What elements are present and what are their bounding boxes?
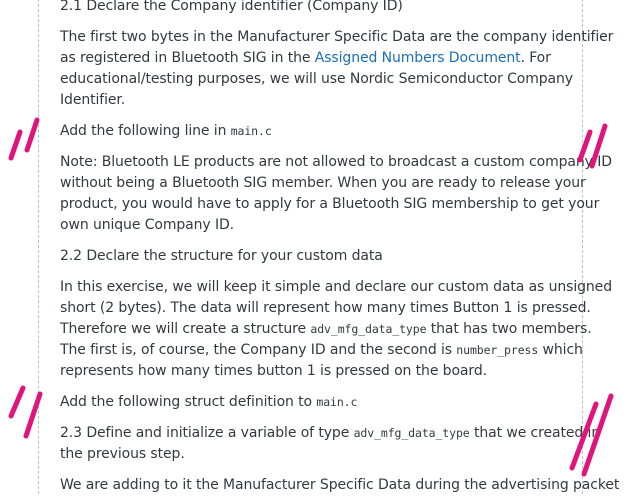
heading-2-1: 2.1 Declare the Company identifier (Company ID) bbox=[60, 0, 403, 14]
paragraph-line: represents how many times button 1 is pressed on the board. bbox=[60, 363, 487, 379]
heading-2-2: 2.2 Declare the structure for your custom data bbox=[60, 248, 383, 264]
paragraph-line: short (2 bytes). The data will represent how many times Button 1 is pressed. bbox=[60, 300, 591, 316]
paragraph-line: The first two bytes in the Manufacturer Specific Data are the company identifier bbox=[60, 29, 614, 45]
left-mark-bottom-1 bbox=[11, 388, 23, 416]
paragraph-line: Identifier. bbox=[60, 92, 126, 108]
paragraph-line: educational/testing purposes, we will use Nordic Semiconductor Company bbox=[60, 71, 573, 87]
inline-code: adv_mfg_data_type bbox=[310, 322, 427, 336]
right-mark-top-1 bbox=[580, 132, 590, 160]
left-mark-bottom-2 bbox=[26, 394, 40, 436]
paragraph-text: which bbox=[538, 342, 583, 358]
cut-off-line: We are adding to it the Manufacturer Specific Data during the advertising packet bbox=[60, 477, 620, 493]
paragraph-text: as registered in Bluetooth SIG in the bbox=[60, 50, 315, 66]
note-line: Note: Bluetooth LE products are not allowed to broadcast a custom company ID bbox=[60, 154, 612, 170]
left-mark-top-1 bbox=[11, 132, 20, 158]
note-line: own unique Company ID. bbox=[60, 217, 235, 233]
paragraph-text: Therefore we will create a structure bbox=[60, 321, 311, 337]
right-mark-bottom-1 bbox=[572, 404, 596, 468]
instruction-text: Add the following line in bbox=[60, 123, 231, 139]
right-mark-bottom-2 bbox=[584, 396, 611, 474]
note-line: product, you would have to apply for a Bluetooth SIG membership to get your bbox=[60, 196, 600, 212]
inline-code: number_press bbox=[456, 343, 539, 357]
heading-text: that we created in bbox=[469, 425, 601, 441]
instruction-text: Add the following struct definition to bbox=[60, 394, 317, 410]
paragraph-text: The first is, of course, the Company ID and the second is bbox=[60, 342, 457, 358]
heading-text: 2.3 Define and initialize a variable of type bbox=[60, 425, 354, 441]
paragraph-text: . For bbox=[520, 50, 551, 66]
note-line: without being a Bluetooth SIG member. When you are ready to release your bbox=[60, 175, 586, 191]
assigned-numbers-link[interactable]: Assigned Numbers Document bbox=[314, 50, 521, 66]
left-mark-top-2 bbox=[27, 120, 37, 150]
heading-2-3-continued: the previous step. bbox=[60, 446, 185, 462]
paragraph-line: In this exercise, we will keep it simple and declare our custom data as unsigned bbox=[60, 279, 612, 295]
inline-code: adv_mfg_data_type bbox=[353, 426, 470, 440]
paragraph-text: that has two members. bbox=[426, 321, 592, 337]
inline-code: main.c bbox=[316, 395, 358, 409]
right-mark-top-2 bbox=[592, 126, 605, 166]
inline-code: main.c bbox=[230, 124, 272, 138]
